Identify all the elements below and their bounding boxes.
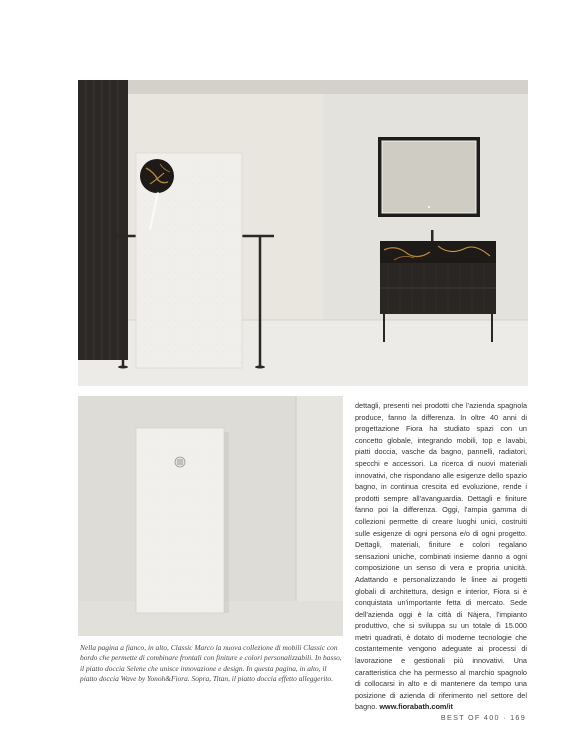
page-footer: BEST OF 400 · 169 [440, 713, 526, 722]
bathroom-photo-top [78, 80, 528, 386]
shower-tray-illustration [78, 396, 343, 636]
bathroom-scene-illustration [78, 80, 528, 386]
marble-shower-head [140, 159, 174, 193]
website-link[interactable]: www.fiorabath.com/it [379, 702, 453, 712]
article-body [355, 400, 527, 713]
article-paragraph: dettagli, presenti nei prodotti che l'azienda spagnola produce, fanno la differenza. In oltre 40 anni di progettazione Fiora ha studiato spazi con un concetto globale, integrando mobili, top e lavabi, piatti doccia, vasche da bagno, pannelli, radiatori, specchi e accessori. La ricerca di nuovi materiali innovativi, che rispondano alle esigenze dello spazio bagno, in continua crescita ed evoluzione, rende i prodotti sempre all'avanguardia. Dettagli e finiture fanno poi la differenza. Oggi, l'ampia gamma di collezioni permette di creare luoghi unici, costruiti sulle esigenze di ogni persona e/o di ogni progetto. Dettagli, materiali, finiture e colori regalano sensazioni uniche, combinati insieme danno a ogni composizione un senso di vera e propria unicità. Adattando e personalizzando le linee ai progetti globali di architettura, design e interior, Fiora si è conquistata un'importante fetta di mercato. Sede dell'azienda oggi è la città di Nàjera, l'impianto produttivo, che si sviluppa su un totale di 15.000 metri quadrati, è dotato di moderne tecnologie che costantemente vengono adeguate ai processi di lavorazione e gestionali più innovativi. Una caratteristica che ha permesso al marchio spagnolo di collocarsi in alto e di mantenere da tempo una posizione di azienda di riferimento nel settore del bagno. [355, 401, 527, 712]
vanity-marble-top [380, 241, 496, 263]
photo-caption: Nella pagina a fianco, in alto, Classic Marco la nuova collezione di mobili Classic con bordo che permette di combinare frontali con finiture e colori personalizzabili. In basso, il piatto doccia Selene che unisce innovazione e design. In questa pagina, in alto, il piatto doccia Wave by Yonoh&Fiora. Sopra, Titan, il piatto doccia effetto alleggerito. [80, 643, 342, 684]
shower-tray-photo [78, 396, 343, 636]
